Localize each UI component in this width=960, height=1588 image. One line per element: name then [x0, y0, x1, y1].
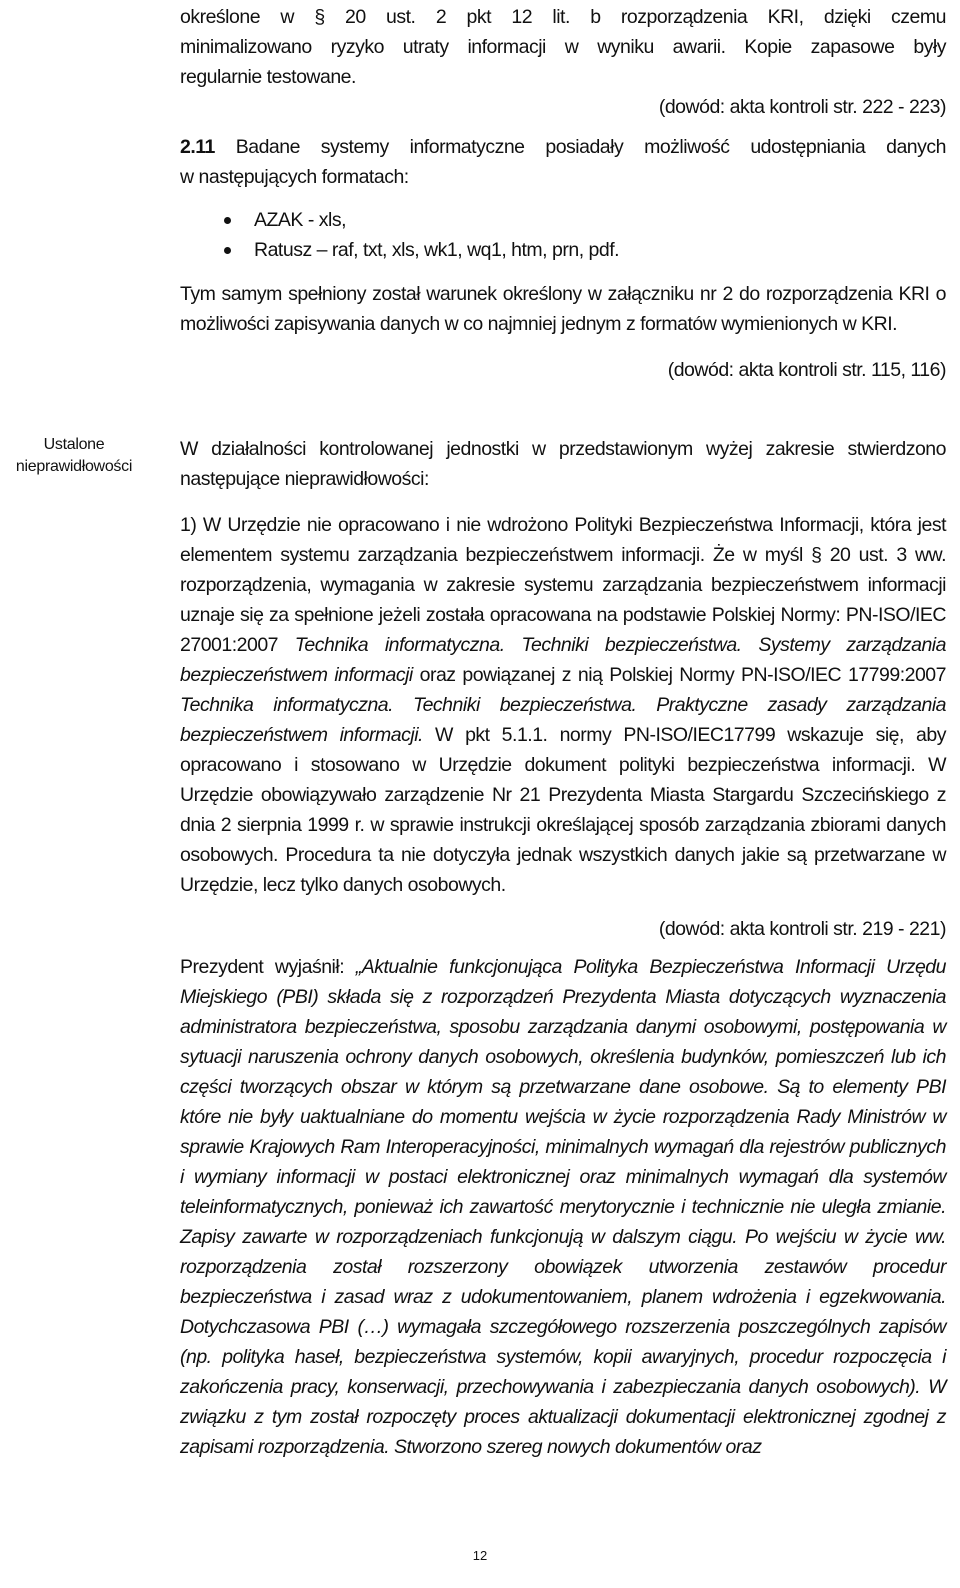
section-text-1: Badane systemy informatyczne posiadały możliwość udostępniania danych	[214, 136, 946, 158]
sidebar-label-line-2: nieprawidłowości	[15, 458, 133, 475]
top-paragraph	[180, 2, 946, 122]
top-line-2: minimalizowano ryzyko utraty informacji w wyniku awarii. Kopie zapasowe były	[180, 36, 946, 58]
section-paragraph: Tym samym spełniony został warunek określony w załączniku nr 2 do rozporządzenia KRI o możliwości zapisywania danych w co najmniej jednym z formatów wymienionych w KRI.	[180, 283, 946, 335]
president-explanation	[180, 952, 946, 1462]
bullet-icon	[224, 247, 231, 254]
format-list	[180, 205, 946, 265]
list-item-text: Ratusz – raf, txt, xls, wk1, wq1, htm, prn, pdf.	[254, 239, 620, 261]
sidebar-label-line-1: Ustalone	[43, 436, 105, 453]
top-line-1: określone w § 20 ust. 2 pkt 12 lit. b rozporządzenia KRI, dzięki czemu	[180, 6, 946, 28]
bullet-icon	[224, 217, 231, 224]
section-text-2: w następujących formatach:	[180, 166, 409, 188]
norm-title-1: Technika informatyczna. Techniki bezpieczeństwa. Systemy zarządzania bezpieczeństwem informacji	[180, 634, 946, 686]
evidence-reference: (dowód: akta kontroli str. 222 - 223)	[658, 96, 946, 118]
page-number: 12	[472, 1548, 488, 1563]
list-item	[180, 235, 946, 265]
norm-title-2: Technika informatyczna. Techniki bezpieczeństwa. Praktyczne zasady zarządzania bezpieczeństwem informacji.	[180, 694, 946, 746]
president-lead: Prezydent wyjaśnił:	[180, 956, 356, 978]
section-2-11	[180, 132, 946, 385]
finding-1-text-e: W pkt 5.1.1. normy PN-ISO/IEC17799 wskazuje się, aby opracowano i stosowano w Urzędzie dokument polityki bezpieczeństwa informacji. W Urzędzie obowiązywało zarządzenie Nr 21 Prezydenta Miasta Stargardu Szczecińskiego z dnia 2 sierpnia 1999 r. w sprawie instrukcji określającej sposób zarządzania zbiorami danych osobowych. Procedura ta nie dotyczyła jednak wszystkich danych jakie są przetwarzane w Urzędzie, lecz tylko danych osobowych.	[180, 724, 946, 896]
section-heading-line	[180, 132, 946, 162]
evidence-reference: (dowód: akta kontroli str. 115, 116)	[667, 359, 946, 381]
finding-1	[180, 510, 946, 900]
sidebar-label	[0, 434, 148, 478]
list-item	[180, 205, 946, 235]
list-item-text: AZAK - xls,	[254, 209, 347, 231]
president-quote: „Aktualnie funkcjonująca Polityka Bezpieczeństwa Informacji Urzędu Miejskiego (PBI) składa się z rozporządzeń Prezydenta Miasta dotyczących wyznaczenia administratora bezpieczeństwa, sposobu zarządzania danymi osobowymi, postępowania w sytuacji naruszenia ochrony danych osobowych, określenia budynków, pomieszczeń lub ich części tworzących obszar w którym są przetwarzane dane osobowe. Są to elementy PBI które nie były uaktualniane do momentu wejścia w życie rozporządzenia Rady Ministrów w sprawie Krajowych Ram Interoperacyjności, minimalnych wymagań dla rejestrów publicznych i wymiany informacji w postaci elektronicznej oraz minimalnych wymagań dla systemów teleinformatycznych, ponieważ ich zawartość merytorycznie i technicznie nie uległa zmianie. Zapisy zawarte w rozporządzeniach funkcjonują w dalszym ciągu. Po wejściu w życie ww. rozporządzenia został rozszerzony obowiązek utworzenia zestawów procedur bezpieczeństwa i zasad wraz z udokumentowaniem, planem wdrożenia i egzekwowania. Dotychczasowa PBI (…) wymagała szczegółowego rozszerzenia poszczególnych zapisów (np. polityka haseł, bezpieczeństwa systemów, kopii awaryjnych, procedur rozpoczęcia i zakończenia pracy, konserwacji, przechowywania i zabezpieczania danych osobowych). W związku z tym został rozpoczęty proces aktualizacji dokumentacji elektronicznej zgodnej z zapisami rozporządzenia. Stworzono szereg nowych dokumentów oraz	[180, 956, 946, 1458]
findings-intro: W działalności kontrolowanej jednostki w przedstawionym wyżej zakresie stwierdzono następujące nieprawidłowości:	[180, 438, 946, 490]
findings-section	[180, 434, 946, 1462]
top-line-3: regularnie testowane.	[180, 66, 356, 88]
finding-1-text-c: oraz powiązanej z nią Polskiej Normy PN-ISO/IEC 17799:2007	[412, 664, 946, 686]
finding-1-text-a: 1) W Urzędzie nie opracowano i nie wdrożono Polityki Bezpieczeństwa Informacji, która jest elementem systemu zarządzania bezpieczeństwem informacji. Że w myśl § 20 ust. 3 ww. rozporządzenia, wymagania w zakresie systemu zarządzania bezpieczeństwem informacji uznaje się za spełnione jeżeli została opracowana na podstawie Polskiej Normy: PN-ISO/IEC 27001:2007	[180, 514, 946, 656]
section-number: 2.11	[180, 136, 215, 158]
evidence-reference: (dowód: akta kontroli str. 219 - 221)	[658, 918, 946, 940]
